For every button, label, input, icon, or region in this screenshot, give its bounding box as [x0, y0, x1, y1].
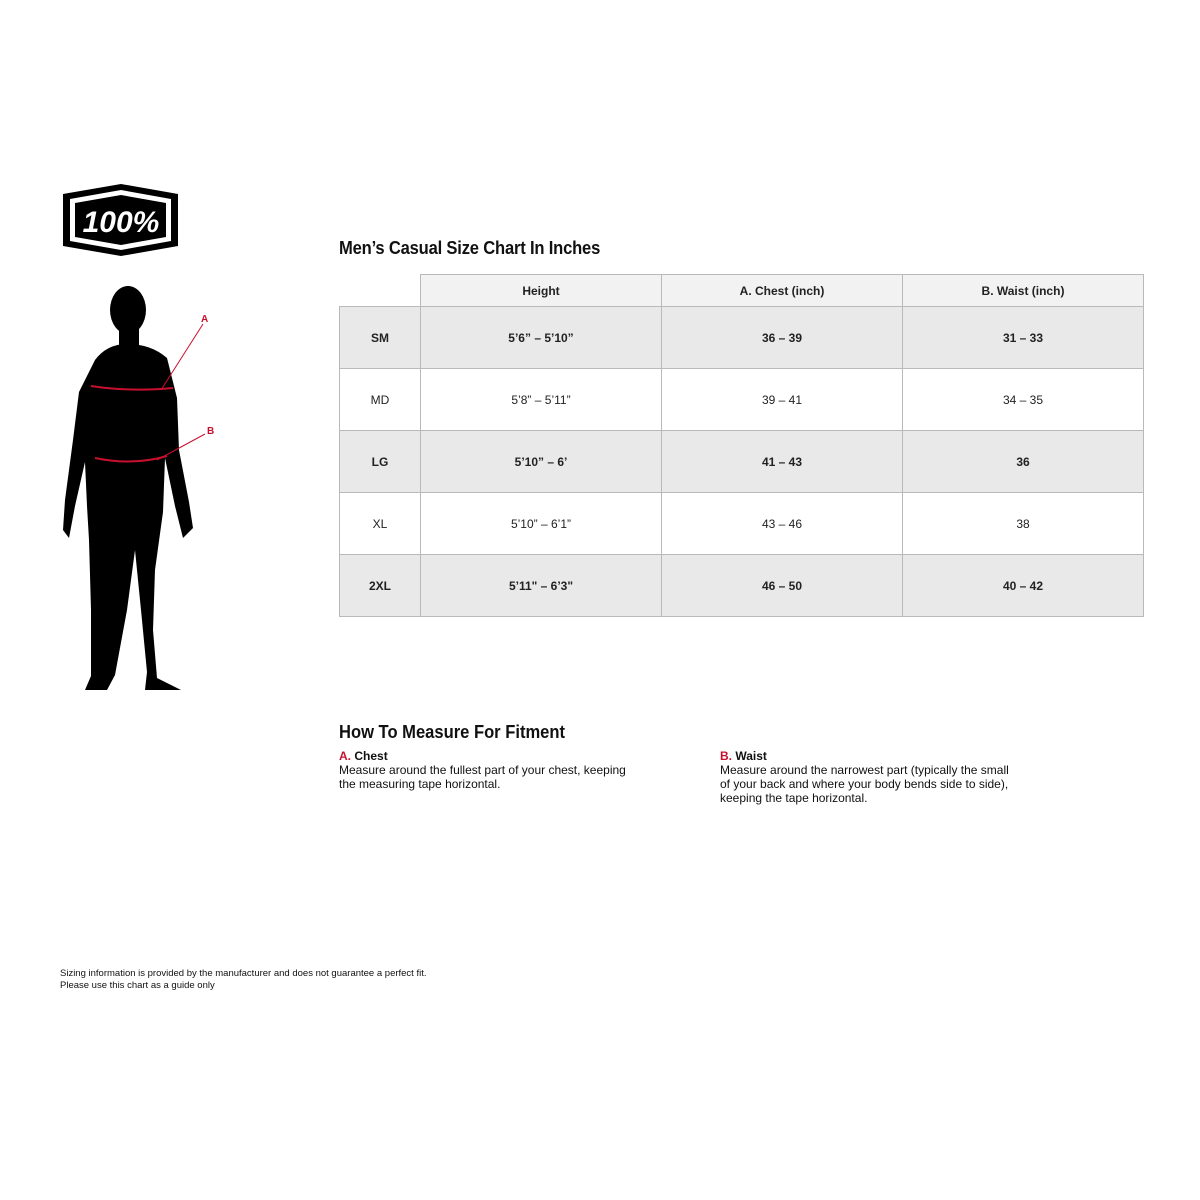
size-cell: XL — [340, 493, 421, 555]
header-cell-chest: A. Chest (inch) — [662, 275, 903, 307]
table-row — [340, 369, 1144, 431]
chest-text: Measure around the fullest part of your chest, keeping the measuring tape horizontal. — [339, 763, 626, 791]
chest-letter: A. — [339, 749, 351, 763]
height-cell: 5’10” – 6’ — [421, 431, 662, 493]
size-cell: LG — [340, 431, 421, 493]
size-cell: MD — [340, 369, 421, 431]
chest-cell: 43 – 46 — [662, 493, 903, 555]
waist-label: Waist — [735, 749, 767, 763]
waist-cell: 38 — [903, 493, 1144, 555]
waist-cell: 34 – 35 — [903, 369, 1144, 431]
how-to-measure-title: How To Measure For Fitment — [339, 722, 566, 742]
size-chart-table — [339, 274, 1144, 617]
waist-heading — [720, 749, 1020, 763]
header-cell-waist: B. Waist (inch) — [903, 275, 1144, 307]
table-row — [340, 307, 1144, 369]
disclaimer-line-1: Sizing information is provided by the manufacturer and does not guarantee a perfect fit. — [60, 968, 427, 979]
chest-cell: 39 – 41 — [662, 369, 903, 431]
height-cell: 5’10” – 6’1” — [421, 493, 662, 555]
chest-cell: 41 – 43 — [662, 431, 903, 493]
waist-instructions — [720, 749, 1020, 805]
table-row — [340, 555, 1144, 617]
marker-b-label: B — [207, 426, 215, 437]
table-row — [340, 493, 1144, 555]
waist-cell: 31 – 33 — [903, 307, 1144, 369]
chest-heading — [339, 749, 639, 763]
waist-cell: 40 – 42 — [903, 555, 1144, 617]
size-cell: 2XL — [340, 555, 421, 617]
header-cell-height: Height — [421, 275, 662, 307]
body-silhouette — [55, 280, 225, 700]
waist-text: Measure around the narrowest part (typically the small of your back and where your body bends side to side), keeping the tape horizontal. — [720, 763, 1009, 805]
table-row — [340, 431, 1144, 493]
brand-logo-text: 100% — [82, 206, 160, 239]
brand-logo — [59, 182, 182, 258]
chest-cell: 36 – 39 — [662, 307, 903, 369]
header-cell-size — [340, 275, 421, 307]
height-cell: 5’11" – 6’3" — [421, 555, 662, 617]
disclaimer-line-2: Please use this chart as a guide only — [60, 980, 215, 991]
disclaimer — [60, 968, 427, 992]
waist-letter: B. — [720, 749, 732, 763]
chest-label: Chest — [354, 749, 388, 763]
chest-instructions — [339, 749, 639, 791]
size-cell: SM — [340, 307, 421, 369]
height-cell: 5’6” – 5’10” — [421, 307, 662, 369]
table-header-row — [340, 275, 1144, 307]
chest-cell: 46 – 50 — [662, 555, 903, 617]
waist-cell: 36 — [903, 431, 1144, 493]
size-chart-title: Men’s Casual Size Chart In Inches — [339, 238, 601, 258]
marker-a-label: A — [201, 314, 209, 325]
height-cell: 5’8” – 5’11” — [421, 369, 662, 431]
